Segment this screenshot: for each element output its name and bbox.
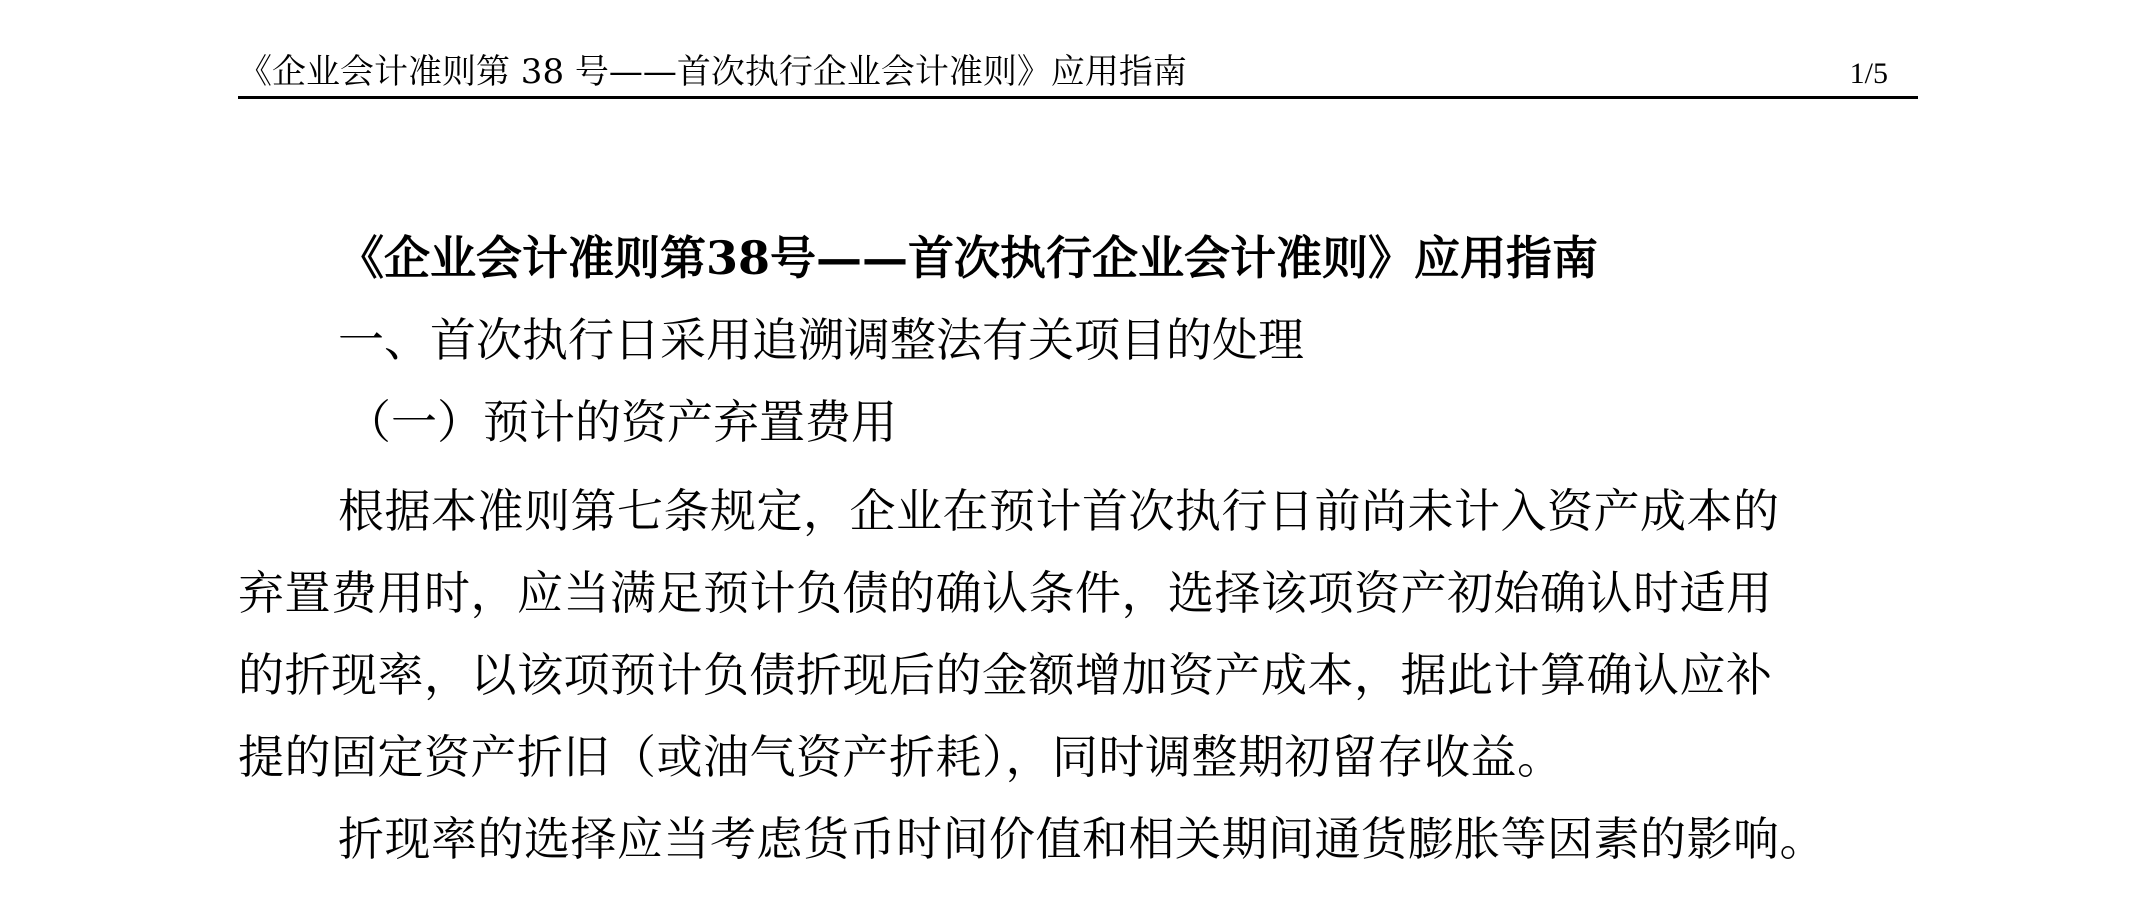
paragraph-line: 弃置费用时，应当满足预计负债的确认条件，选择该项资产初始确认时适用 (238, 566, 1773, 620)
paragraph-2 (238, 798, 1918, 880)
section-heading: 一、首次执行日采用追溯调整法有关项目的处理 (338, 313, 1304, 367)
header-title: 《企业会计准则第 38 号——首次执行企业会计准则》应用指南 (238, 52, 1187, 92)
paragraph-line: 的折现率，以该项预计负债折现后的金额增加资产成本，据此计算确认应补 (238, 648, 1773, 702)
paragraph-line: 折现率的选择应当考虑货币时间价值和相关期间通货膨胀等因素的影响。 (338, 812, 1826, 866)
paragraph-1 (238, 470, 1918, 798)
document-title: 《企业会计准则第38号——首次执行企业会计准则》应用指南 (337, 231, 1598, 285)
subsection-heading: （一）预计的资产弃置费用 (345, 395, 897, 449)
paragraph-line: 提的固定资产折旧（或油气资产折耗），同时调整期初留存收益。 (238, 730, 1564, 784)
header-rule (238, 96, 1918, 99)
paragraph-line: 根据本准则第七条规定，企业在预计首次执行日前尚未计入资产成本的 (338, 484, 1780, 538)
running-header (238, 48, 1918, 98)
page-number: 1/5 (1849, 57, 1888, 90)
